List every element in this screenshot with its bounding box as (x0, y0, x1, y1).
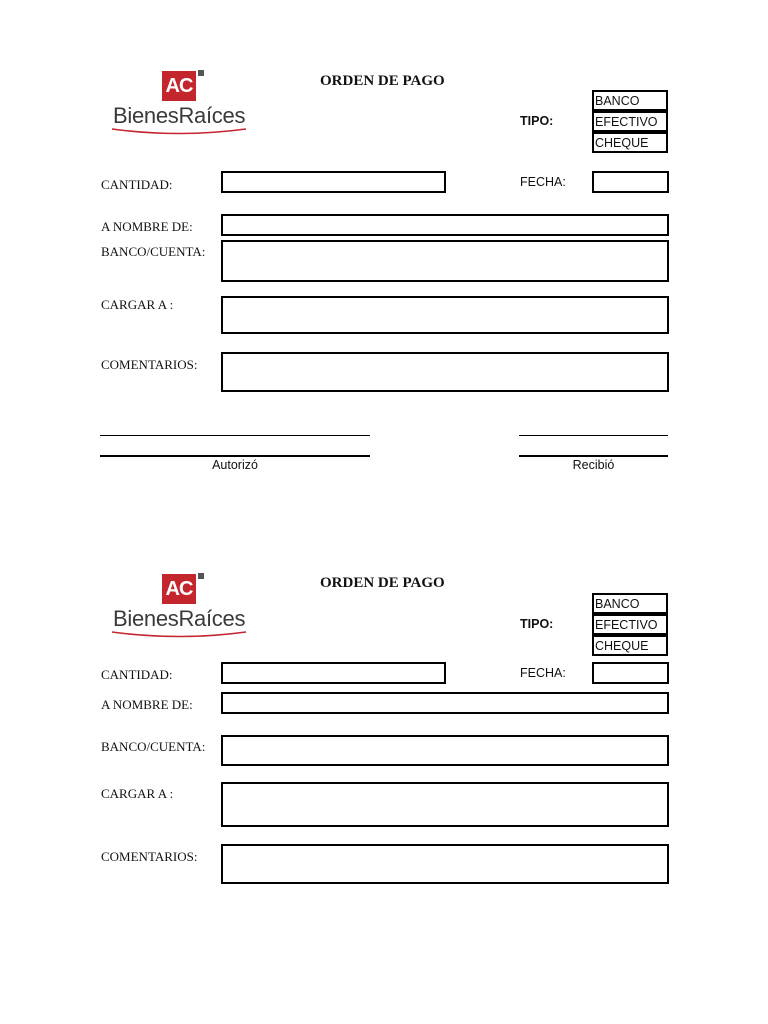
cargar-label: CARGAR A : (101, 786, 174, 801)
tipo-option-efectivo[interactable]: EFECTIVO (592, 614, 668, 635)
tipo-option-banco[interactable]: BANCO (592, 90, 668, 111)
fecha-label: FECHA: (520, 666, 566, 680)
logo-wordmark: BienesRaíces (113, 103, 246, 128)
fecha-field[interactable] (592, 662, 669, 684)
tipo-option-banco[interactable]: BANCO (592, 593, 668, 614)
tipo-option-efectivo[interactable]: EFECTIVO (592, 111, 668, 132)
company-logo (110, 71, 255, 143)
signature-line-autorizo-top (100, 435, 370, 436)
comentarios-field[interactable] (221, 844, 669, 884)
cantidad-field[interactable] (221, 662, 446, 684)
company-logo (110, 574, 255, 646)
signature-line-autorizo (100, 455, 370, 457)
logo-wordmark: BienesRaíces (113, 606, 246, 631)
fecha-label: FECHA: (520, 175, 566, 189)
logo-swoosh-icon (110, 126, 250, 136)
signature-line-recibio-top (519, 435, 668, 436)
logo-square-icon (198, 573, 204, 579)
banco-cuenta-field[interactable] (221, 240, 669, 282)
banco-cuenta-field[interactable] (221, 735, 669, 766)
tipo-label: TIPO: (520, 114, 554, 128)
logo-square-icon (198, 70, 204, 76)
nombre-label: A NOMBRE DE: (101, 219, 193, 234)
tipo-option-cheque[interactable]: CHEQUE (592, 635, 668, 656)
banco-cuenta-label: BANCO/CUENTA: (101, 244, 206, 259)
nombre-label: A NOMBRE DE: (101, 697, 193, 712)
tipo-label: TIPO: (520, 617, 554, 631)
comentarios-label: COMENTARIOS: (101, 357, 198, 372)
form-title: ORDEN DE PAGO (320, 575, 445, 591)
cargar-label: CARGAR A : (101, 297, 174, 312)
banco-cuenta-label: BANCO/CUENTA: (101, 739, 206, 754)
nombre-field[interactable] (221, 692, 669, 714)
cantidad-label: CANTIDAD: (101, 667, 173, 682)
autorizo-label: Autorizó (212, 458, 258, 472)
comentarios-label: COMENTARIOS: (101, 849, 198, 864)
comentarios-field[interactable] (221, 352, 669, 392)
signature-line-recibio (519, 455, 668, 457)
nombre-field[interactable] (221, 214, 669, 236)
tipo-option-cheque[interactable]: CHEQUE (592, 132, 668, 153)
cantidad-label: CANTIDAD: (101, 177, 173, 192)
form-title: ORDEN DE PAGO (320, 73, 445, 89)
recibio-label: Recibió (572, 458, 615, 472)
cantidad-field[interactable] (221, 171, 446, 193)
cargar-field[interactable] (221, 296, 669, 334)
cargar-field[interactable] (221, 782, 669, 827)
logo-ac-mark: AC (162, 71, 196, 101)
logo-ac-mark: AC (162, 574, 196, 604)
logo-swoosh-icon (110, 629, 250, 639)
fecha-field[interactable] (592, 171, 669, 193)
